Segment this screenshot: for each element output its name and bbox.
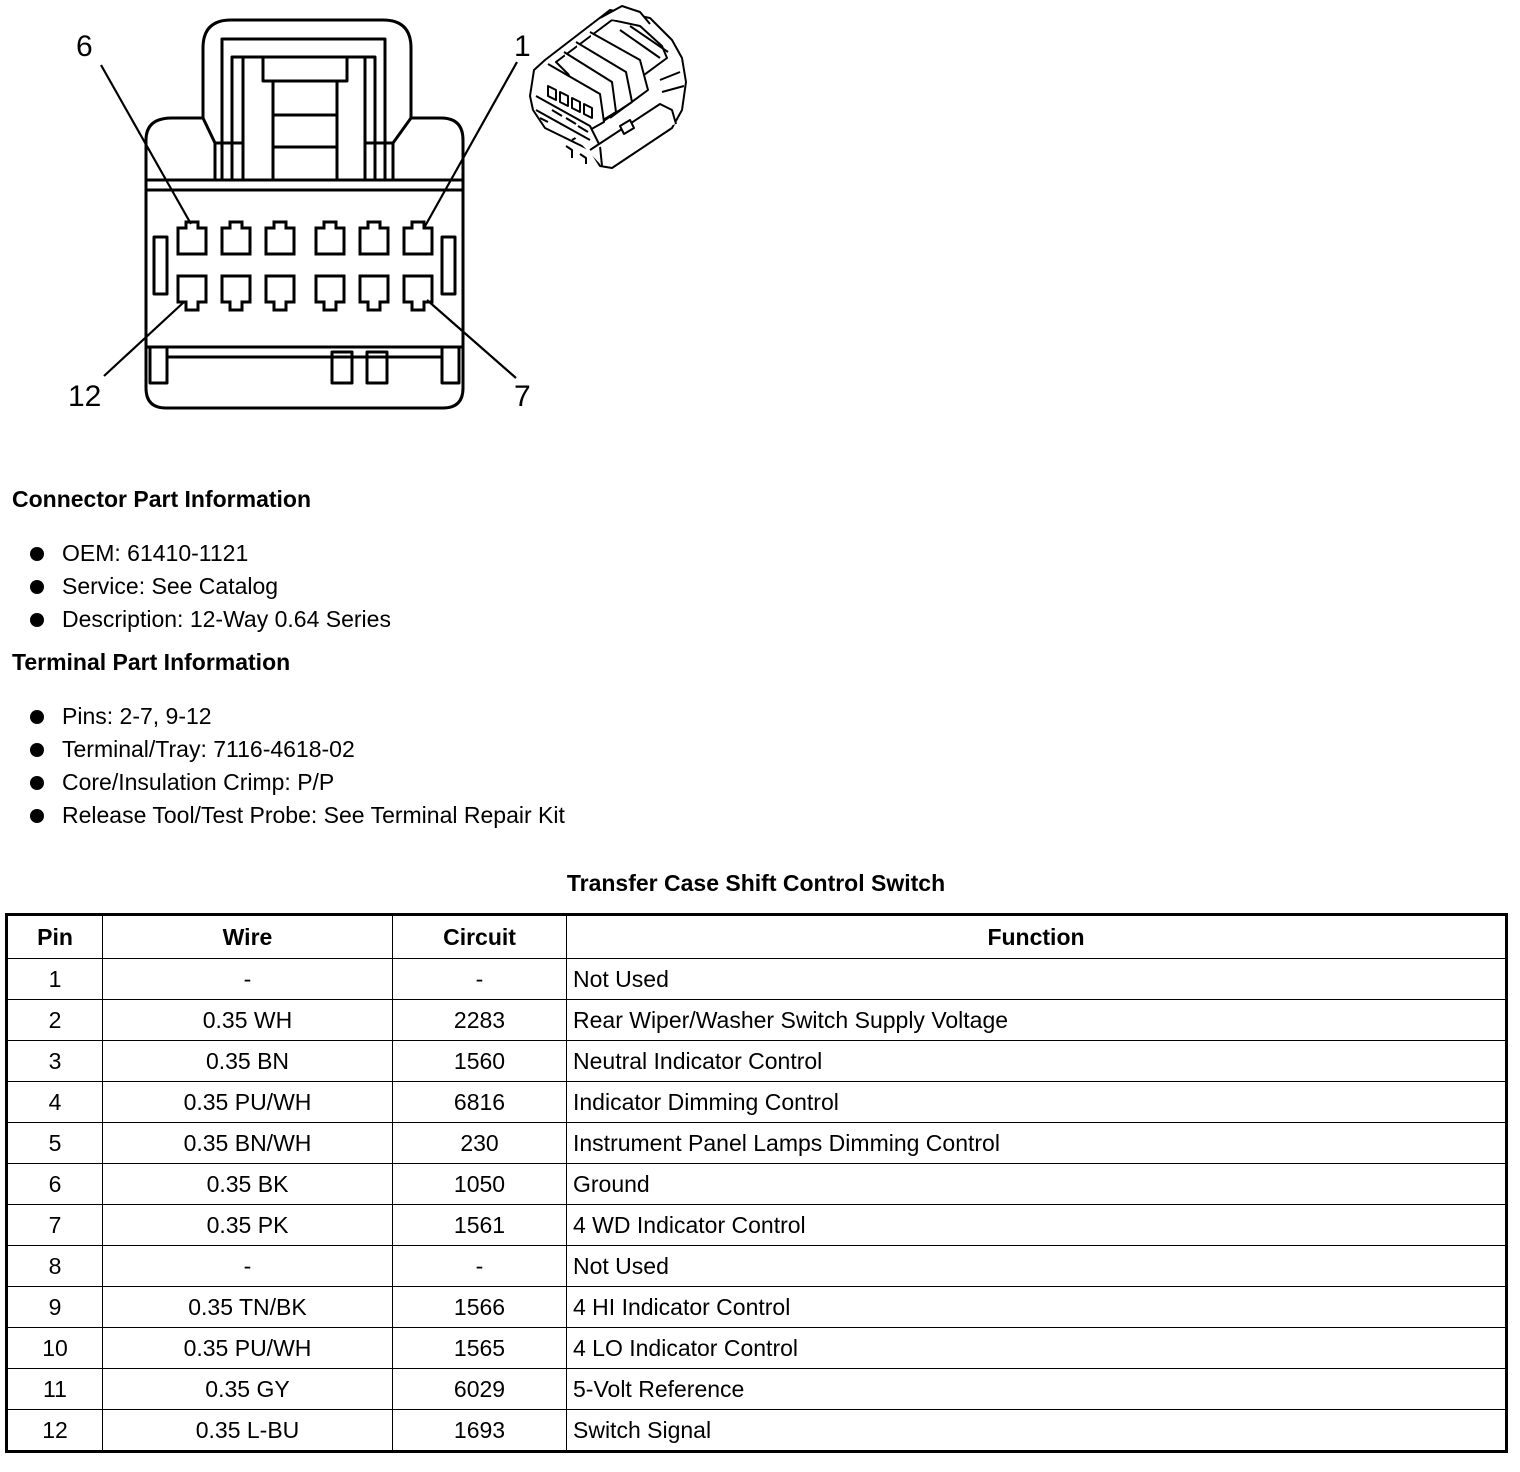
cell-pin: 8 xyxy=(7,1246,103,1287)
cavity-pin-10 xyxy=(266,276,294,310)
table-row xyxy=(7,1246,1507,1287)
list-item: OEM: 61410-1121 xyxy=(30,537,391,570)
cell-function: 4 WD Indicator Control xyxy=(567,1205,1507,1246)
table-row xyxy=(7,1369,1507,1410)
cell-pin: 1 xyxy=(7,959,103,1000)
cell-circuit: 2283 xyxy=(393,1000,567,1041)
table-row xyxy=(7,1328,1507,1369)
cell-pin: 7 xyxy=(7,1205,103,1246)
table-row xyxy=(7,1164,1507,1205)
bullet-icon xyxy=(30,613,44,627)
cell-wire: - xyxy=(103,959,393,1000)
cell-function: Instrument Panel Lamps Dimming Control xyxy=(567,1123,1507,1164)
leader-line-pin-1 xyxy=(424,62,517,228)
cell-wire: 0.35 BN/WH xyxy=(103,1123,393,1164)
cell-circuit: 230 xyxy=(393,1123,567,1164)
cavity-pin-3 xyxy=(316,222,344,254)
bullet-icon xyxy=(30,710,44,724)
connector-body-outline xyxy=(146,20,463,408)
cell-wire: 0.35 GY xyxy=(103,1369,393,1410)
cell-circuit: 1560 xyxy=(393,1041,567,1082)
cell-circuit: 1565 xyxy=(393,1328,567,1369)
cavity-pin-4 xyxy=(266,222,294,254)
cavity-pin-11 xyxy=(222,276,250,310)
table-header-row xyxy=(7,915,1507,959)
pinout-table xyxy=(5,913,1508,1453)
cell-pin: 5 xyxy=(7,1123,103,1164)
cell-pin: 3 xyxy=(7,1041,103,1082)
leader-line-pin-12 xyxy=(104,302,184,376)
cell-function: 5-Volt Reference xyxy=(567,1369,1507,1410)
cavity-pin-2 xyxy=(360,222,388,254)
cell-circuit: 1050 xyxy=(393,1164,567,1205)
pin-label-6: 6 xyxy=(76,30,93,63)
cell-function: Switch Signal xyxy=(567,1410,1507,1452)
cell-pin: 4 xyxy=(7,1082,103,1123)
cell-wire: 0.35 L-BU xyxy=(103,1410,393,1452)
cell-function: Indicator Dimming Control xyxy=(567,1082,1507,1123)
list-item: Service: See Catalog xyxy=(30,570,391,603)
table-row xyxy=(7,959,1507,1000)
table-row xyxy=(7,1000,1507,1041)
cell-wire: 0.35 PU/WH xyxy=(103,1328,393,1369)
table-row xyxy=(7,1205,1507,1246)
bullet-icon xyxy=(30,809,44,823)
cell-circuit: - xyxy=(393,1246,567,1287)
table-row xyxy=(7,1041,1507,1082)
cell-circuit: 6816 xyxy=(393,1082,567,1123)
connector-diagram xyxy=(0,0,720,430)
cell-pin: 9 xyxy=(7,1287,103,1328)
table-title: Transfer Case Shift Control Switch xyxy=(566,870,946,896)
leader-line-pin-7 xyxy=(427,300,516,378)
list-item: Description: 12-Way 0.64 Series xyxy=(30,603,391,636)
cavity-pin-6 xyxy=(178,222,206,254)
terminal-part-info-list xyxy=(30,700,565,832)
cell-wire: 0.35 BK xyxy=(103,1164,393,1205)
cell-circuit: - xyxy=(393,959,567,1000)
connector-isometric-illustration xyxy=(530,6,686,168)
cell-wire: 0.35 PU/WH xyxy=(103,1082,393,1123)
bullet-icon xyxy=(30,776,44,790)
cell-pin: 11 xyxy=(7,1369,103,1410)
cell-function: Rear Wiper/Washer Switch Supply Voltage xyxy=(567,1000,1507,1041)
connector-part-info-heading: Connector Part Information xyxy=(12,486,312,512)
table-row xyxy=(7,1082,1507,1123)
cavity-pin-7 xyxy=(404,276,432,310)
cell-wire: 0.35 PK xyxy=(103,1205,393,1246)
cavity-pin-8 xyxy=(360,276,388,310)
bullet-icon xyxy=(30,547,44,561)
cell-pin: 12 xyxy=(7,1410,103,1452)
pin-label-12: 12 xyxy=(68,380,102,413)
column-header-circuit: Circuit xyxy=(393,915,567,959)
pin-label-7: 7 xyxy=(514,380,531,413)
table-row xyxy=(7,1287,1507,1328)
table-row xyxy=(7,1123,1507,1164)
cell-wire: 0.35 BN xyxy=(103,1041,393,1082)
cavity-pin-5 xyxy=(222,222,250,254)
cell-function: 4 HI Indicator Control xyxy=(567,1287,1507,1328)
table-body xyxy=(7,959,1507,1452)
bullet-icon xyxy=(30,580,44,594)
bullet-icon xyxy=(30,743,44,757)
cell-circuit: 6029 xyxy=(393,1369,567,1410)
cell-circuit: 1561 xyxy=(393,1205,567,1246)
cell-wire: 0.35 WH xyxy=(103,1000,393,1041)
cell-function: Not Used xyxy=(567,959,1507,1000)
column-header-pin: Pin xyxy=(7,915,103,959)
cell-wire: - xyxy=(103,1246,393,1287)
list-item: Core/Insulation Crimp: P/P xyxy=(30,766,565,799)
column-header-wire: Wire xyxy=(103,915,393,959)
cavity-pin-1 xyxy=(404,222,432,254)
list-item: Release Tool/Test Probe: See Terminal Repair Kit xyxy=(30,799,565,832)
cell-pin: 6 xyxy=(7,1164,103,1205)
terminal-part-info-heading: Terminal Part Information xyxy=(12,649,291,675)
list-item: Pins: 2-7, 9-12 xyxy=(30,700,565,733)
cell-pin: 10 xyxy=(7,1328,103,1369)
list-item: Terminal/Tray: 7116-4618-02 xyxy=(30,733,565,766)
cavity-pin-9 xyxy=(316,276,344,310)
table-row xyxy=(7,1410,1507,1452)
cell-function: Ground xyxy=(567,1164,1507,1205)
column-header-function: Function xyxy=(567,915,1507,959)
cell-function: 4 LO Indicator Control xyxy=(567,1328,1507,1369)
cell-pin: 2 xyxy=(7,1000,103,1041)
cell-wire: 0.35 TN/BK xyxy=(103,1287,393,1328)
pin-label-1: 1 xyxy=(514,30,531,63)
cell-circuit: 1566 xyxy=(393,1287,567,1328)
connector-part-info-list xyxy=(30,537,391,636)
cell-function: Not Used xyxy=(567,1246,1507,1287)
cell-function: Neutral Indicator Control xyxy=(567,1041,1507,1082)
cell-circuit: 1693 xyxy=(393,1410,567,1452)
